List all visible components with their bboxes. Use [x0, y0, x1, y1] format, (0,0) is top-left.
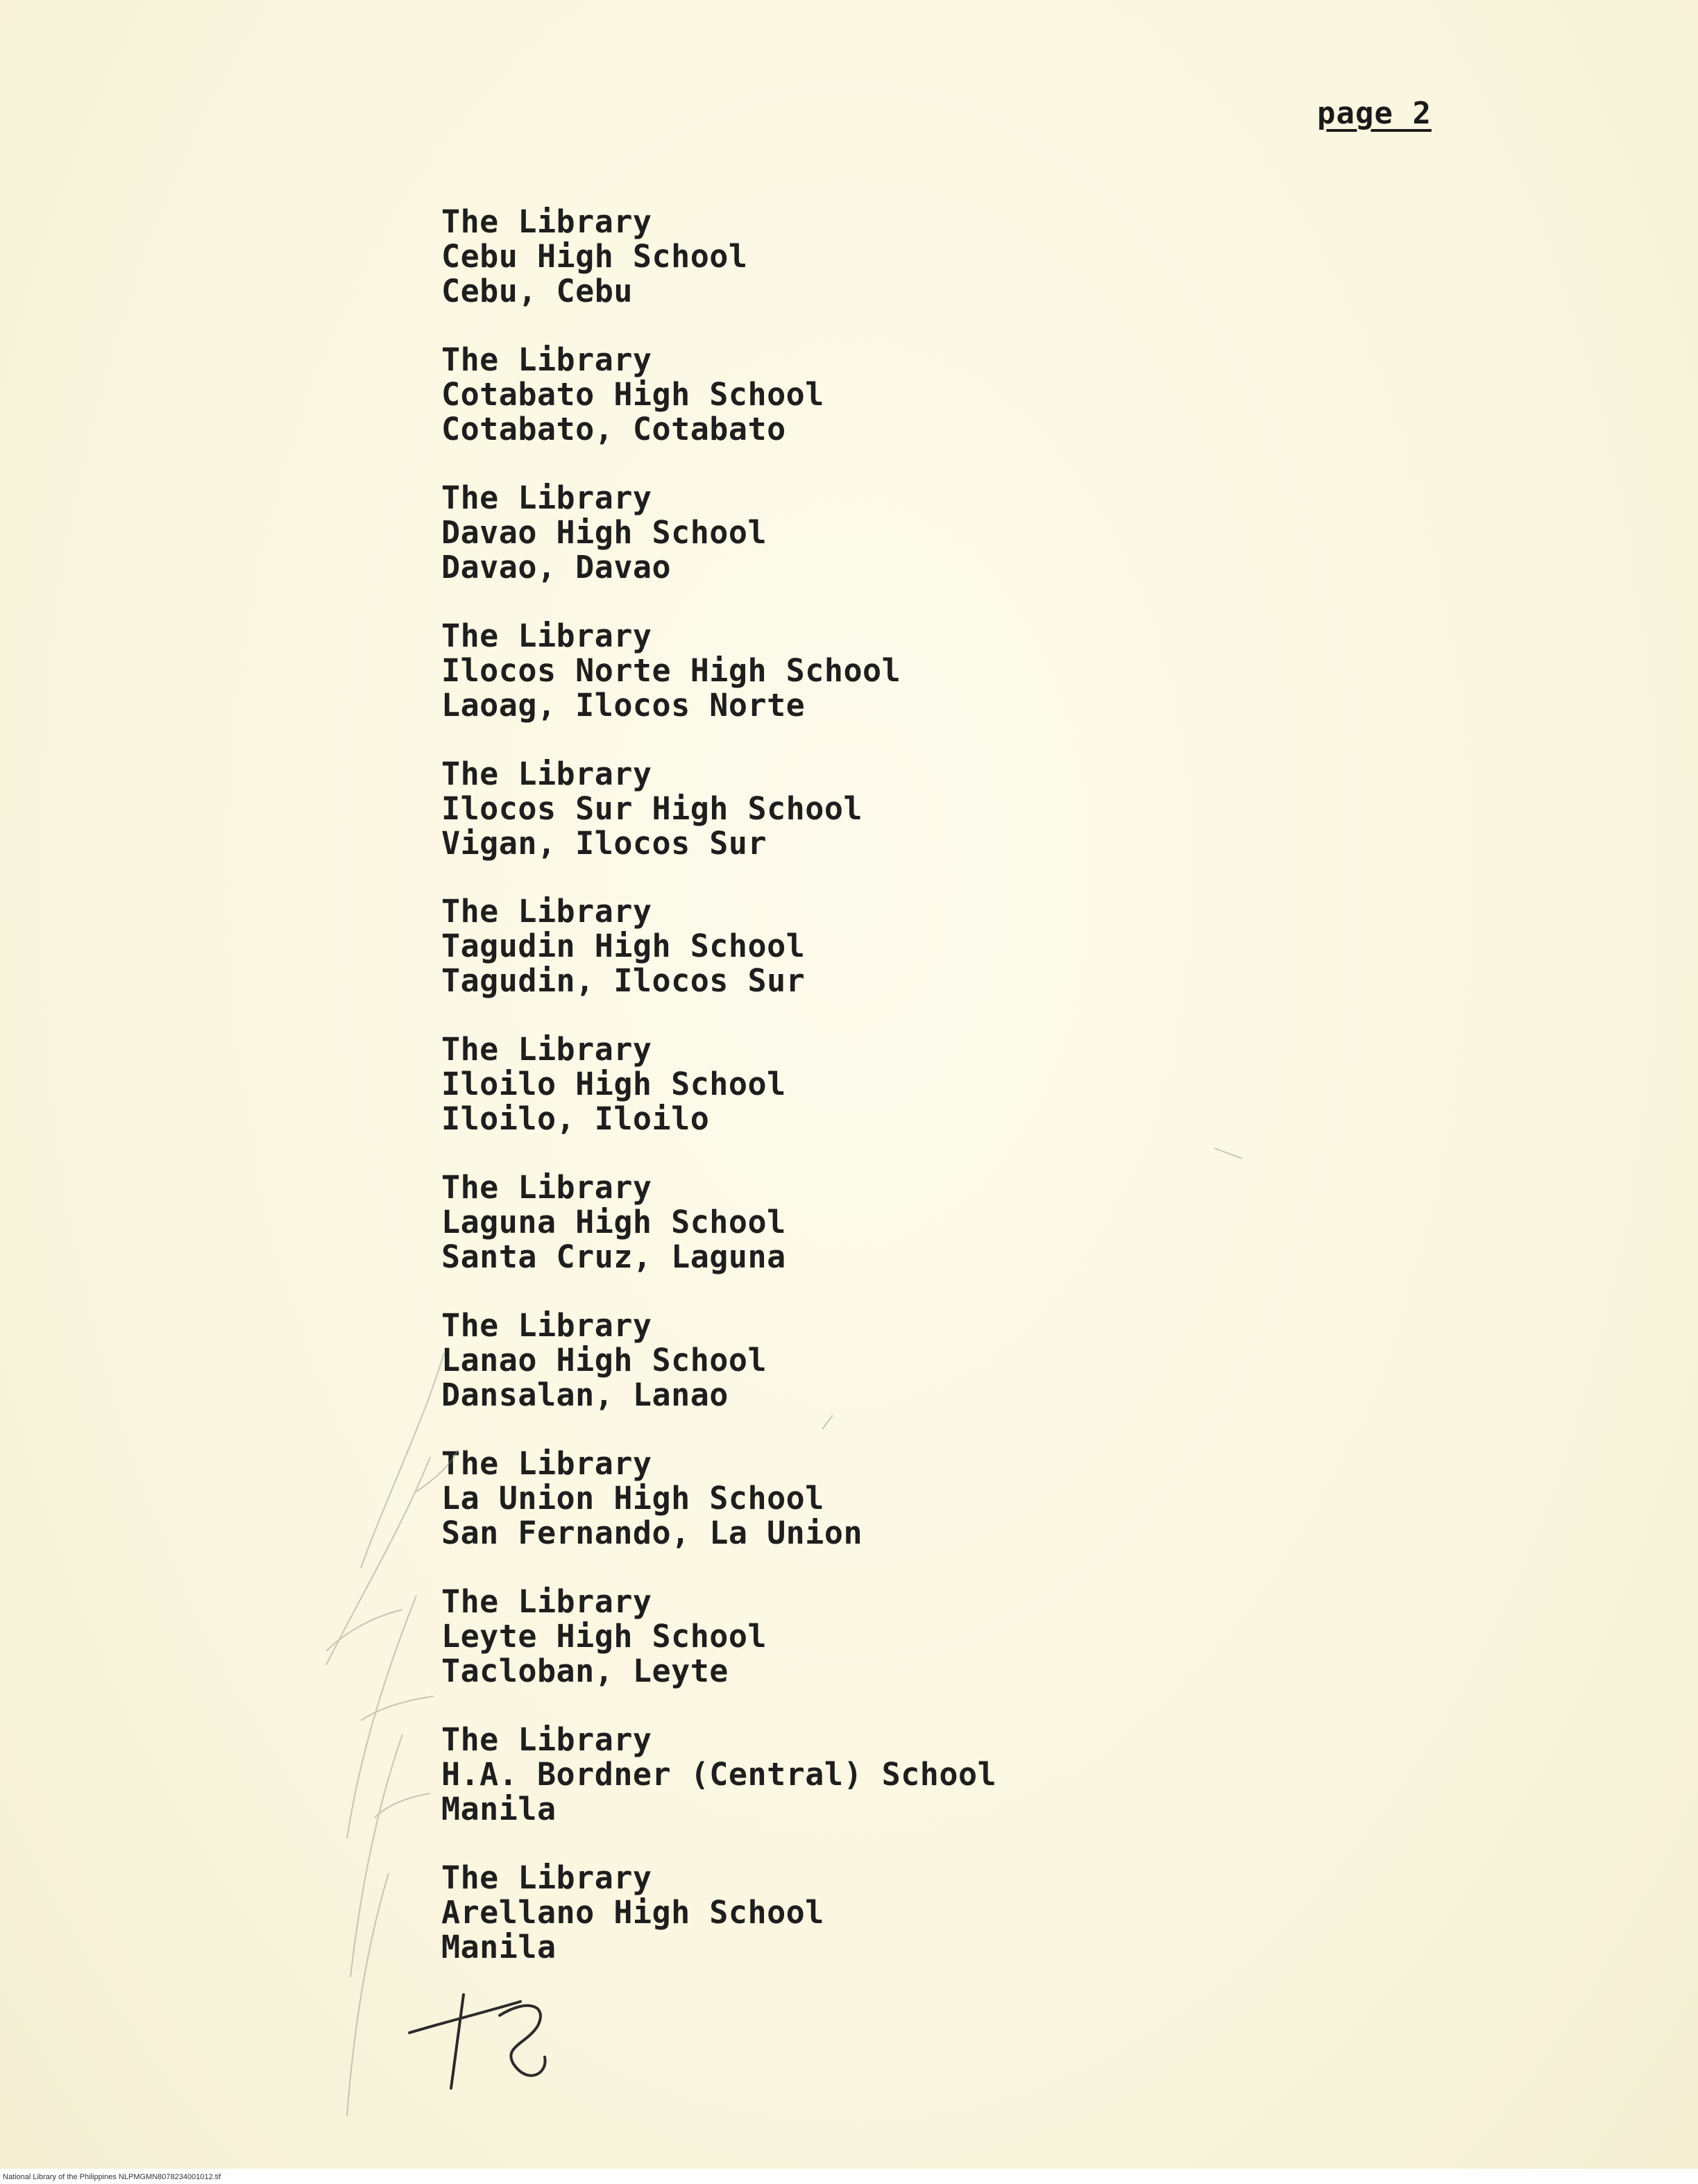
- address-block: [441, 1170, 1135, 1308]
- address-line: The Library: [441, 893, 652, 930]
- address-line: Tacloban, Leyte: [441, 1652, 729, 1689]
- address-line: The Library: [441, 617, 652, 654]
- address-line: Cebu, Cebu: [441, 273, 633, 309]
- address-line: The Library: [441, 341, 652, 378]
- address-line: Dansalan, Lanao: [441, 1376, 729, 1414]
- address-block: [441, 757, 1135, 895]
- address-line: Cotabato, Cotabato: [441, 410, 786, 447]
- address-line: The Library: [441, 1582, 652, 1620]
- address-list: [441, 205, 1135, 1999]
- address-line: Tagudin High School: [441, 928, 806, 965]
- address-line: Santa Cruz, Laguna: [441, 1238, 786, 1276]
- address-line: The Library: [441, 755, 652, 792]
- address-line: The Library: [441, 203, 652, 240]
- address-line: Laoag, Ilocos Norte: [441, 686, 806, 724]
- address-block: [441, 481, 1135, 619]
- address-line: The Library: [441, 1169, 652, 1206]
- address-line: The Library: [441, 1721, 652, 1758]
- address-line: Vigan, Ilocos Sur: [441, 824, 767, 862]
- address-line: The Library: [441, 1307, 652, 1345]
- address-block: [441, 1861, 1135, 1999]
- address-line: The Library: [441, 1859, 652, 1896]
- address-block: [441, 1582, 1135, 1723]
- address-block: [441, 205, 1135, 343]
- address-line: Laguna High School: [441, 1204, 786, 1241]
- address-line: Lanao High School: [441, 1342, 767, 1379]
- address-block: [441, 1032, 1135, 1170]
- address-line: Manila: [441, 1790, 557, 1827]
- address-block: [441, 619, 1135, 757]
- address-line: Cebu High School: [441, 238, 748, 275]
- footer-strip: [0, 2169, 1698, 2184]
- address-block: [441, 1723, 1135, 1861]
- address-line: Iloilo, Iloilo: [441, 1100, 710, 1138]
- address-line: Cotabato High School: [441, 375, 824, 413]
- address-block: [441, 1308, 1135, 1447]
- address-line: Ilocos Norte High School: [441, 651, 901, 689]
- address-block: [441, 1447, 1135, 1585]
- address-line: The Library: [441, 1031, 652, 1068]
- address-line: La Union High School: [441, 1480, 824, 1517]
- address-line: Davao, Davao: [441, 548, 672, 586]
- address-line: H.A. Bordner (Central) School: [441, 1755, 997, 1793]
- address-line: Ilocos Sur High School: [441, 790, 863, 827]
- address-line: San Fernando, La Union: [441, 1515, 863, 1552]
- address-line: Iloilo High School: [441, 1066, 786, 1103]
- address-line: Davao High School: [441, 513, 767, 551]
- address-block: [441, 894, 1135, 1032]
- footer-text: National Library of the Philippines NLPMGMN8078234001012.tif: [3, 2173, 221, 2181]
- address-line: Manila: [441, 1928, 557, 1965]
- address-line: Leyte High School: [441, 1617, 767, 1655]
- address-line: The Library: [441, 1445, 652, 1483]
- address-line: Arellano High School: [441, 1893, 824, 1931]
- address-line: Tagudin, Ilocos Sur: [441, 962, 806, 1000]
- address-block: [441, 343, 1135, 481]
- address-line: The Library: [441, 479, 652, 516]
- page-number: page 2: [1317, 96, 1432, 131]
